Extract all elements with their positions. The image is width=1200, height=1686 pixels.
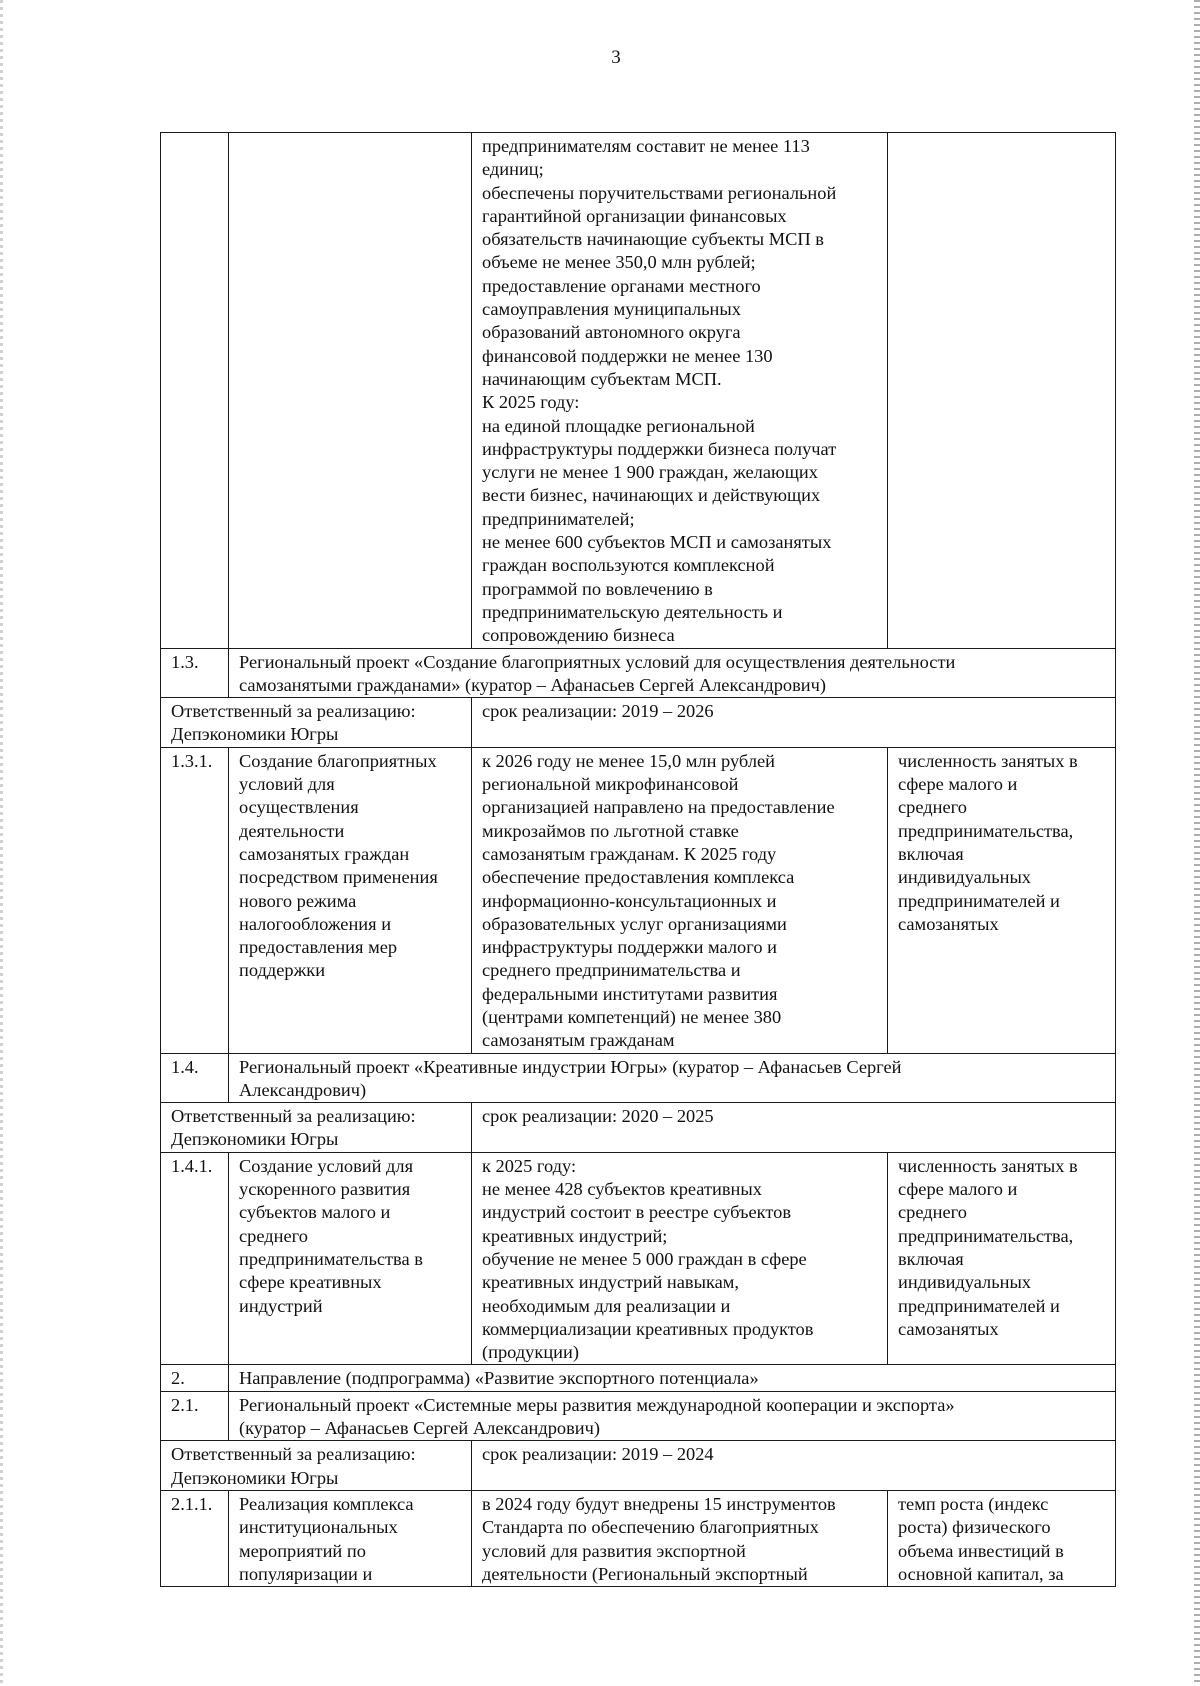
project-number: 2.1. [161,1391,229,1441]
cell-indicator-empty [888,133,1116,649]
term-cell: срок реализации: 2019 – 2026 [472,698,1116,748]
scan-edge-right [1194,0,1200,1686]
project-title: Региональный проект «Системные меры развития международной кооперации и экспорта» (куратор – Афанасьев Сергей Александрович) [229,1391,1116,1441]
project-title: Региональный проект «Создание благоприятных условий для осуществления деятельности самозанятыми гражданами» (куратор – Афанасьев Сергей Александрович) [229,648,1116,698]
task-name: Создание условий для ускоренного развития субъектов малого и среднего предпринимательства в сфере креативных индустрий [229,1152,472,1365]
table-row-direction-2 [161,1365,1116,1391]
task-number: 1.3.1. [161,747,229,1053]
table-row-project-2-1 [161,1391,1116,1441]
task-result: к 2025 году: не менее 428 субъектов креативных индустрий состоит в реестре субъектов креативных индустрий; обучение не менее 5 000 граждан в сфере креативных индустрий навыкам, необходимым для реализации и коммерциализации креативных продуктов (продукции) [472,1152,888,1365]
responsible-cell: Ответственный за реализацию: Депэкономики Югры [161,698,472,748]
direction-title: Направление (подпрограмма) «Развитие экспортного потенциала» [229,1365,1116,1391]
task-indicator: численность занятых в сфере малого и среднего предпринимательства, включая индивидуальных предпринимателей и самозанятых [888,747,1116,1053]
table-row-responsible [161,698,1116,748]
task-name: Создание благоприятных условий для осуществления деятельности самозанятых граждан посредством применения нового режима налогообложения и предоставления мер поддержки [229,747,472,1053]
table-row-responsible [161,1441,1116,1491]
project-number: 1.4. [161,1053,229,1103]
task-result: в 2024 году будут внедрены 15 инструментов Стандарта по обеспечению благоприятных условий для развития экспортной деятельности (Региональный экспортный [472,1490,888,1586]
table-row-project-1-3 [161,648,1116,698]
project-title: Региональный проект «Креативные индустрии Югры» (куратор – Афанасьев Сергей Александрович) [229,1053,1116,1103]
table-row-responsible [161,1103,1116,1153]
table-row-continuation [161,133,1116,649]
page-number: 3 [611,47,621,68]
task-result: к 2026 году не менее 15,0 млн рублей региональной микрофинансовой организацией направлено на предоставление микрозаймов по льготной ставке самозанятым гражданам. К 2025 году обеспечение предоставления комплекса информационно-консультационных и образовательных услуг организациями инфраструктуры поддержки малого и среднего предпринимательства и федеральными институтами развития (центрами компетенций) не менее 380 самозанятым гражданам [472,747,888,1053]
table-row-task-1-4-1 [161,1152,1116,1365]
term-cell: срок реализации: 2019 – 2024 [472,1441,1116,1491]
cell-task-empty [229,133,472,649]
responsible-cell: Ответственный за реализацию: Депэкономики Югры [161,1441,472,1491]
task-indicator: темп роста (индекс роста) физического объема инвестиций в основной капитал, за [888,1490,1116,1586]
task-number: 2.1.1. [161,1490,229,1586]
task-name: Реализация комплекса институциональных мероприятий по популяризации и [229,1490,472,1586]
table-row-task-2-1-1 [161,1490,1116,1586]
responsible-cell: Ответственный за реализацию: Депэкономики Югры [161,1103,472,1153]
direction-number: 2. [161,1365,229,1391]
project-number: 1.3. [161,648,229,698]
task-number: 1.4.1. [161,1152,229,1365]
term-cell: срок реализации: 2020 – 2025 [472,1103,1116,1153]
scan-edge-left [0,0,3,1686]
table-row-project-1-4 [161,1053,1116,1103]
cell-result: предпринимателям составит не менее 113 единиц; обеспечены поручительствами региональной гарантийной организации финансовых обязательств начинающие субъекты МСП в объеме не менее 350,0 млн рублей; предоставление органами местного самоуправления муниципальных образований автономного округа финансовой поддержки не менее 130 начинающим субъектам МСП. К 2025 году: на единой площадке региональной инфраструктуры поддержки бизнеса получат услуги не менее 1 900 граждан, желающих вести бизнес, начинающих и действующих предпринимателей; не менее 600 субъектов МСП и самозанятых граждан воспользуются комплексной программой по вовлечению в предпринимательскую деятельность и сопровождению бизнеса [472,133,888,649]
program-table [160,132,1116,1587]
task-indicator: численность занятых в сфере малого и среднего предпринимательства, включая индивидуальных предпринимателей и самозанятых [888,1152,1116,1365]
table-row-task-1-3-1 [161,747,1116,1053]
cell-num-empty [161,133,229,649]
